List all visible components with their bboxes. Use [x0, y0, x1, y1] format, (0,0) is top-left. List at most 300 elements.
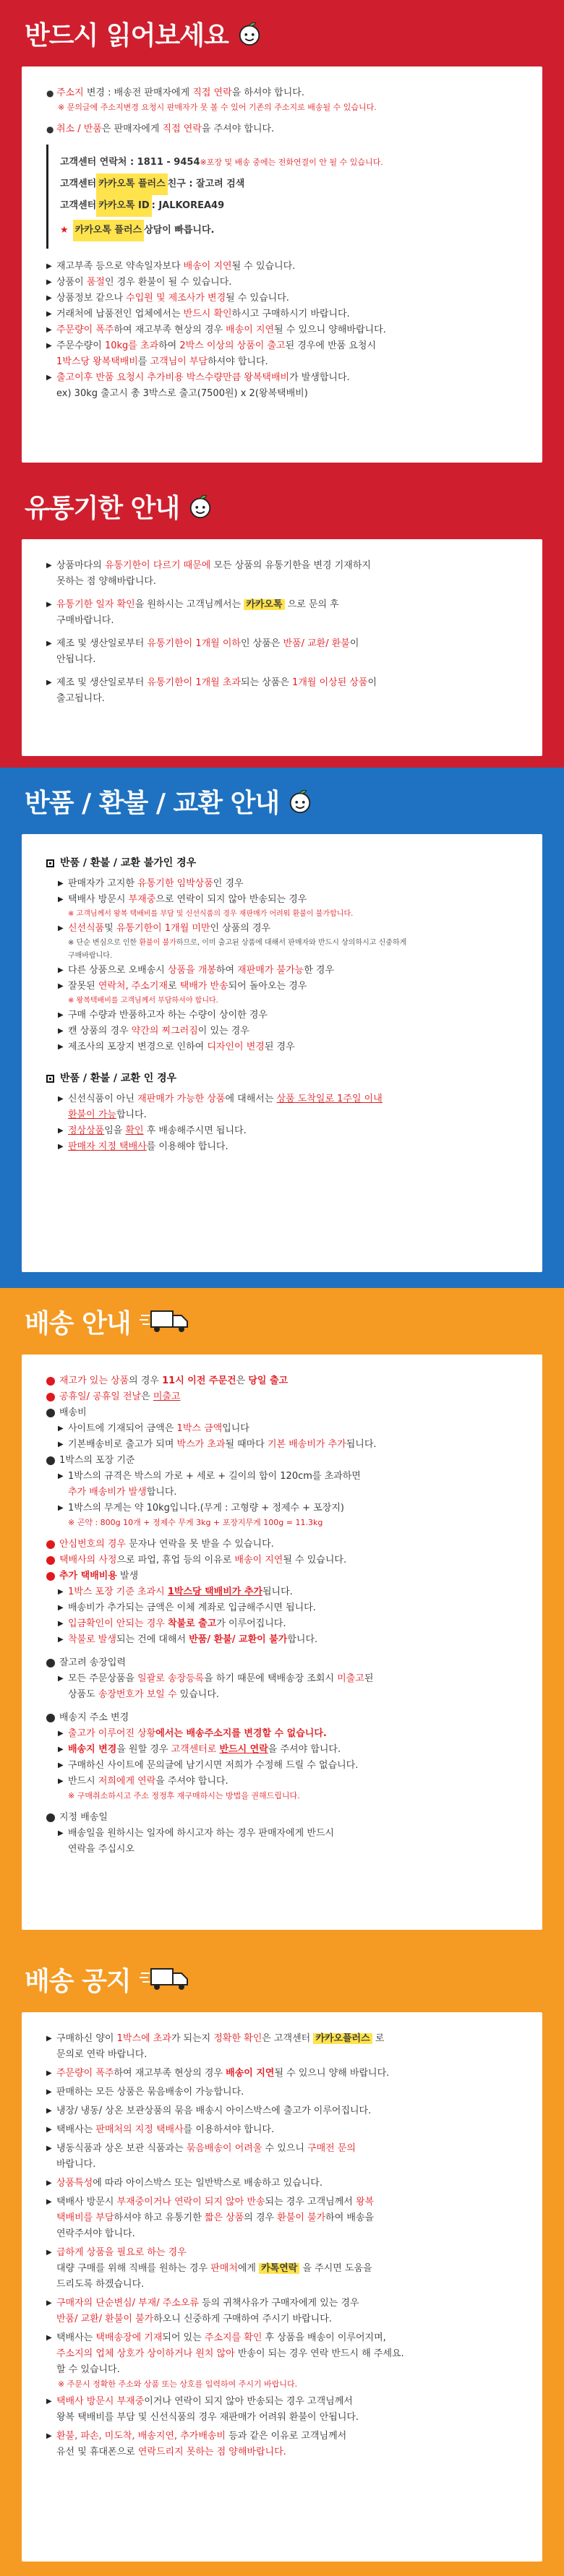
delivery-header — [22, 1288, 542, 1354]
text: 품절 — [86, 277, 105, 288]
text: 연락드리지 못하는 점 양해바랍니다. — [137, 2447, 286, 2457]
list-item — [46, 1632, 518, 1648]
contact-note — [60, 220, 506, 241]
text: 2박스 이상의 상품이 출고 — [179, 340, 286, 351]
square-icon — [46, 859, 54, 867]
bullet-icon — [46, 1556, 55, 1565]
text: 안심번호의 경우 — [59, 1539, 127, 1550]
text: 반품 / 환불 / 교환 불가인 경우 — [60, 857, 197, 869]
text: 캔 상품의 경우 — [68, 1026, 132, 1036]
text: 됩니다. — [262, 1587, 293, 1597]
text: 되는 건에 대해서 — [116, 1634, 189, 1645]
text: 등의 귀책사유가 구매자에게 있는 경우 — [198, 2298, 359, 2309]
bullet-icon: ● — [46, 88, 54, 98]
text: 냉장/ 냉동/ 상온 보관상품의 묶음 배송시 아이스박스에 출고가 이루어집니다. — [56, 2105, 372, 2116]
list-item — [46, 675, 518, 707]
text: 착불로 발생 — [68, 1634, 116, 1645]
text: 택배사의 사정 — [59, 1555, 117, 1566]
text: 반품/ 교환/ 환불 — [283, 638, 350, 649]
text: 1박스 금액 — [176, 1423, 223, 1434]
list-item — [46, 259, 518, 275]
section-title: 반품 / 환불 / 교환 안내 — [25, 788, 280, 818]
text: 디자인이 변경 — [207, 1042, 265, 1052]
list-item — [46, 1405, 518, 1421]
text: ※포장 및 배송 중에는 전화연결이 안 될 수 있습니다. — [200, 158, 383, 167]
list-item — [46, 1774, 518, 1790]
list-item — [46, 1671, 518, 1703]
text: 왕복 — [355, 2197, 375, 2207]
list-item — [46, 1421, 518, 1437]
text: 후 배송해주시면 됩니다. — [143, 1125, 247, 1136]
triangle-icon: ▶ — [58, 1504, 64, 1512]
text: 가 되는지 — [171, 2033, 214, 2044]
text: 기본배송비로 출고가 되며 — [68, 1439, 177, 1450]
text: 사이트에 기재되어 금액은 — [68, 1423, 177, 1434]
text: 제조사의 포장지 변경으로 인하여 — [68, 1042, 208, 1052]
triangle-icon: ▶ — [58, 1027, 64, 1035]
text: 유통기한이 다르기 때문에 — [104, 560, 211, 571]
text: 저희에게 연락 — [98, 1776, 156, 1787]
text: 배송일을 원하시는 일자에 하시고자 하는 경우 판매자에게 반드시 — [68, 1828, 334, 1839]
text: 유통기한이 1개월 이하 — [147, 638, 241, 649]
text: 문자나 연락을 못 받을 수 있습니다. — [126, 1539, 274, 1550]
text: 을 주셔야 합니다. — [201, 124, 275, 134]
text: 을 원할 경우 — [116, 1744, 171, 1755]
text: 에 대해서는 — [225, 1094, 277, 1104]
triangle-icon: ▶ — [46, 2334, 52, 2342]
text: 은 고객센터 — [262, 2033, 314, 2044]
text: 배송비가 추가되는 금액은 이체 계좌로 입금해주시면 됩니다. — [68, 1602, 316, 1613]
return-section — [0, 768, 564, 1288]
text: 거래처에 납품전인 업체에서는 — [56, 309, 184, 319]
list-item — [46, 306, 518, 322]
list-item — [46, 1568, 518, 1584]
bullet-icon: ● — [46, 124, 54, 134]
apple-mascot-icon — [286, 787, 314, 815]
triangle-icon: ▶ — [46, 2397, 52, 2405]
list-item — [46, 1123, 518, 1139]
text: 이 — [349, 638, 359, 649]
note: ※ 왕복택배비를 고객님께서 부담하셔야 합니다. — [68, 997, 218, 1005]
triangle-icon: ▶ — [58, 1636, 64, 1644]
note: ※ 주문시 정확한 주소와 상품 또는 상호를 입력하여 주시기 바랍니다. — [58, 2379, 298, 2389]
list-item — [46, 2085, 518, 2100]
list-item — [46, 1616, 518, 1632]
text: 구매바랍니다. — [68, 952, 113, 960]
triangle-icon: ▶ — [46, 601, 52, 609]
text: 잘고려 송장입력 — [59, 1657, 127, 1668]
triangle-icon: ▶ — [58, 1043, 64, 1051]
list-item — [46, 2103, 518, 2119]
text: 을 주시면 도움을 — [299, 2263, 372, 2274]
list-item — [46, 1389, 518, 1405]
bullet-icon — [46, 1540, 55, 1549]
text: 이 — [367, 677, 377, 688]
list-item — [46, 1553, 518, 1568]
text: 1박스 포장 기준 초과시 — [68, 1587, 168, 1597]
triangle-icon: ▶ — [58, 880, 64, 888]
text: 드리도록 하겠습니다. — [56, 2279, 145, 2290]
text: 출고됩니다. — [56, 693, 105, 704]
triangle-icon: ▶ — [58, 924, 64, 932]
text: ex) 30kg 출고시 총 3박스로 출고(7500원) x 2(왕복택배비) — [56, 388, 308, 399]
text: 변경 : 배송전 판매자에게 — [83, 87, 193, 98]
text: 구매자의 단순변심/ 부재/ 주소오류 — [56, 2298, 199, 2309]
square-icon — [46, 1075, 54, 1083]
text: 을 주셔야 합니다. — [155, 1776, 228, 1787]
list-item — [46, 1023, 518, 1039]
bullet-icon — [46, 1409, 55, 1417]
text: 박스가 초과 — [176, 1439, 226, 1450]
text: 재판매가 불가능 — [237, 965, 304, 976]
text: 1개월 이상된 상품 — [292, 677, 368, 688]
delivery-truck-icon — [140, 1966, 190, 1992]
text: 이거나 연락이 되지 않아 반송되는 경우 고객님께서 — [144, 2396, 353, 2407]
text: 상품정보 같으나 — [56, 293, 127, 304]
list-item — [46, 1742, 518, 1758]
note: ※ 곤약 : 800g 10개 + 정제수 무게 3kg + 포장지무게 100g = 11.3kg — [68, 1518, 323, 1527]
text: 배송이 지연 — [226, 2068, 275, 2079]
triangle-icon: ▶ — [58, 1777, 64, 1785]
text: 직접 연락 — [162, 124, 202, 134]
text: : JALKOREA49 — [151, 200, 225, 211]
text: 유통기한 임박상품 — [137, 878, 213, 889]
text: 1박스의 무게는 약 10kg입니다.(무게 : 고형량 + 정제수 + 포장지) — [68, 1503, 344, 1514]
triangle-icon: ▶ — [46, 2144, 52, 2152]
apple-mascot-icon — [236, 20, 263, 47]
list-item — [46, 2245, 518, 2293]
text: 모든 상품의 유통기한을 변경 기재하지 — [210, 560, 371, 571]
text: 에게 — [237, 2263, 260, 2274]
text: 택배사 방문시 — [56, 2197, 117, 2207]
text: 의 경우 — [244, 2212, 278, 2223]
text: 반드시 확인 — [183, 309, 232, 319]
list-item — [46, 876, 518, 892]
list-item — [46, 1039, 518, 1055]
triangle-icon: ▶ — [46, 562, 52, 570]
text: 안됩니다. — [56, 654, 96, 665]
text: 인 경우 환불이 될 수 있습니다. — [104, 277, 232, 288]
text: 상품마다의 — [56, 560, 105, 571]
text: 택배사는 — [56, 2332, 96, 2343]
list-item — [46, 1453, 518, 1469]
text: 되어 돌아오는 경우 — [228, 981, 307, 992]
text: 주문량이 폭주 — [56, 325, 114, 335]
triangle-icon: ▶ — [58, 1127, 64, 1135]
text: 당일 출고 — [248, 1375, 289, 1386]
text: 등과 같은 이유로 고객님께서 — [226, 2431, 347, 2442]
must-read-card — [22, 66, 542, 463]
text: 기본 배송비가 추가 — [267, 1439, 346, 1450]
delivery-notice-card — [22, 2012, 542, 2562]
text: 1박스의 포장 기준 — [59, 1455, 135, 1466]
text: 주소지를 확인 — [204, 2332, 262, 2343]
triangle-icon: ▶ — [46, 2069, 52, 2077]
text: 환불, 파손, 미도착, 배송지연, 추가배송비 — [56, 2431, 226, 2442]
text: 제조 및 생산일로부터 — [56, 638, 148, 649]
delivery-notice-header — [22, 1946, 542, 2012]
text: 합니다. — [287, 1634, 318, 1645]
list-item — [46, 963, 518, 979]
text: 배송비 — [59, 1407, 87, 1418]
text: 하여 — [215, 965, 238, 976]
text: 인 경우 — [213, 878, 244, 889]
note: ※ 문의글에 주소지변경 요청시 판매자가 못 볼 수 있어 기존의 주소지로 배송될 수 있습니다. — [58, 103, 377, 112]
text: 배송이 지연 — [183, 261, 232, 272]
triangle-icon: ▶ — [58, 1143, 64, 1151]
triangle-icon: ▶ — [58, 1829, 64, 1837]
list-item — [46, 338, 518, 370]
triangle-icon: ▶ — [58, 1425, 64, 1433]
text: 를 이용하셔야 합니다. — [183, 2124, 275, 2135]
text: 및 — [104, 923, 116, 934]
triangle-icon: ▶ — [58, 1675, 64, 1683]
list-item — [46, 1600, 518, 1616]
text: 판매자 지정 택배사 — [68, 1141, 147, 1152]
text: 못하는 점 양해바랍니다. — [56, 576, 156, 587]
text: 상품 도착일로 1주일 이내 — [276, 1094, 383, 1104]
text: 부재중 — [128, 894, 156, 905]
text: 대량 구매를 위해 직배를 원하는 경우 — [56, 2263, 211, 2274]
text: 발생 — [116, 1571, 139, 1581]
text: ※ 단순 변심으로 인한 — [68, 939, 140, 947]
text: 구매하신 양이 — [56, 2033, 117, 2044]
note: ※ 고객님께서 왕복 택배비를 부담 및 신선식품의 경우 재판매가 어려워 환불이 불가합니다. — [68, 910, 354, 918]
text: 확인 — [125, 1125, 144, 1136]
text: 주소지의 업체 상호가 상이하거나 원치 않아 — [56, 2348, 235, 2359]
text: 유선 및 휴대폰으로 — [56, 2447, 138, 2457]
text: 될 수 있습니다. — [231, 261, 296, 272]
triangle-icon: ▶ — [46, 342, 52, 350]
list-item — [46, 322, 518, 338]
text: 반드시 연락 — [219, 1744, 268, 1755]
text: 제조 및 생산일로부터 — [56, 677, 148, 688]
text: 합니다. — [116, 1109, 147, 1120]
bullet-icon — [46, 1714, 55, 1722]
text: 짧은 상품 — [204, 2212, 244, 2223]
expiry-header — [22, 473, 542, 539]
list-item — [46, 2330, 518, 2378]
text: 바랍니다. — [56, 2159, 96, 2170]
triangle-icon: ▶ — [46, 2179, 52, 2187]
text: 한 경우 — [304, 965, 335, 976]
triangle-icon: ▶ — [58, 982, 64, 990]
text: 될 수 있습니다. — [283, 1555, 347, 1566]
text: 정확한 확인 — [213, 2033, 262, 2044]
text: 환불이 가능 — [68, 1109, 116, 1120]
text: 미출고 — [153, 1391, 181, 1402]
text: 연락주셔야 합니다. — [56, 2228, 135, 2239]
delivery-section — [0, 1288, 564, 1946]
triangle-icon: ▶ — [46, 2107, 52, 2115]
text: 신선식품이 아닌 — [68, 1094, 138, 1104]
text: 택배사는 — [56, 2124, 96, 2135]
text: 냉동식품과 상온 보관 식품과는 — [56, 2143, 187, 2154]
triangle-icon: ▶ — [46, 262, 52, 270]
list-item — [46, 370, 518, 402]
text: 반드시 — [68, 1776, 98, 1787]
text: 입금확인이 안되는 경우 — [68, 1618, 168, 1629]
list-item — [46, 1655, 518, 1671]
list-item — [46, 597, 518, 629]
list-item — [46, 1826, 518, 1858]
delivery-card — [22, 1354, 542, 1930]
triangle-icon: ▶ — [58, 1095, 64, 1103]
triangle-icon: ▶ — [46, 374, 52, 382]
text: 일괄로 송장등록 — [137, 1673, 205, 1684]
text: 주소지 — [56, 87, 84, 98]
text: 카카오톡 ID — [96, 195, 151, 217]
text: 송장번호가 보일 수 — [98, 1689, 177, 1700]
list-item — [46, 1469, 518, 1500]
text: 구매바랍니다. — [56, 615, 114, 626]
text: 은 판매자에게 — [101, 124, 163, 134]
text: 될 수 있으니 양해바랍니다. — [274, 325, 386, 335]
text: 되어 있는 — [162, 2332, 205, 2343]
text: 가 이루어집니다. — [216, 1618, 286, 1629]
bullet-icon — [46, 1377, 55, 1386]
text: 택배사 방문시 — [68, 894, 129, 905]
text: 모든 주문상품을 — [68, 1673, 138, 1684]
text: 될 수 있습니다. — [226, 293, 289, 304]
list-item — [46, 85, 518, 101]
text: 연락을 주십시오 — [68, 1844, 135, 1855]
text: 환불이 불가 — [277, 2212, 326, 2223]
delivery-truck-icon — [140, 1308, 190, 1334]
text: 수 있으니 — [262, 2143, 308, 2154]
text: 된 경우 — [264, 1042, 295, 1052]
list-item — [46, 2296, 518, 2327]
text: 반품 / 환불 / 교환 인 경우 — [60, 1073, 177, 1084]
text: 부재중이거나 연락이 되지 않아 반송 — [116, 2197, 265, 2207]
text: 하셔야 합니다. — [208, 356, 268, 367]
triangle-icon: ▶ — [46, 2432, 52, 2440]
text: 유통기한 일자 확인 — [56, 599, 135, 610]
text: 하여 재고부족 현상의 경우 — [114, 325, 226, 335]
text: 1박스의 규격은 박스의 가로 + 세로 + 길이의 합이 120cm를 초과하면 — [68, 1471, 361, 1482]
bullet-icon — [46, 1456, 55, 1465]
text: 의 경우 — [129, 1375, 163, 1386]
contact-kakao-id — [60, 195, 506, 217]
text: 판매자가 고지한 — [68, 878, 138, 889]
text: 입니다 — [222, 1423, 249, 1434]
list-item — [46, 2429, 518, 2460]
bullet-icon — [46, 1393, 55, 1401]
text: 상품특성 — [56, 2178, 93, 2189]
section-title: 유통기한 안내 — [25, 493, 180, 523]
bullet-icon — [46, 1813, 55, 1822]
text: 택배비를 부담 — [56, 2212, 114, 2223]
text: 왕복 택배비를 부담 및 신선식품의 경우 재판매가 어려워 환불이 안됩니다. — [56, 2412, 359, 2423]
text: 수입원 및 제조사가 변경 — [126, 293, 226, 304]
text: 로 — [167, 981, 180, 992]
text: 친구 : 잘고려 검색 — [167, 179, 245, 189]
list-item — [46, 1091, 518, 1123]
text: 하므로, 이미 출고된 상품에 대해서 판매자와 반드시 상의하시고 신중하게 — [176, 939, 407, 947]
text: 은 — [141, 1391, 153, 1402]
triangle-icon: ▶ — [46, 326, 52, 334]
text: 묶음배송이 어려울 — [186, 2143, 262, 2154]
list-item — [46, 1758, 518, 1774]
list-item — [46, 1537, 518, 1553]
text: 에서는 배송주소지를 변경할 수 없습니다. — [155, 1728, 327, 1739]
text: 고객센터 — [60, 179, 97, 189]
contact-kakao-plus — [60, 173, 506, 195]
text: 정상상품 — [68, 1125, 105, 1136]
text: 택배가 반송 — [179, 981, 228, 992]
list-item — [46, 1500, 518, 1516]
text: 에 따라 아이스박스 또는 일반박스로 배송하고 있습니다. — [93, 2178, 322, 2189]
triangle-icon: ▶ — [46, 2198, 52, 2206]
return-card — [22, 834, 542, 1272]
text: 가 발생합니다. — [289, 372, 350, 383]
triangle-icon: ▶ — [46, 294, 52, 302]
list-item — [46, 1810, 518, 1826]
star-icon: ★ — [60, 225, 69, 236]
note — [46, 937, 518, 963]
triangle-icon: ▶ — [46, 679, 52, 687]
text: 반품/ 환불/ 교환이 불가 — [189, 1634, 288, 1645]
list-item — [46, 2141, 518, 2173]
list-item — [46, 2066, 518, 2082]
delivery-notice-section — [0, 1946, 564, 2576]
text: 착불로 출고 — [167, 1618, 217, 1629]
text: 할 수 있습니다. — [56, 2364, 120, 2375]
expiry-section — [0, 473, 564, 768]
text: 고객센터 — [60, 200, 97, 211]
text: 연락처, 주소기재 — [98, 981, 168, 992]
text: 있습니다. — [176, 1689, 220, 1700]
text: 하시고 구매하시기 바랍니다. — [231, 309, 350, 319]
list-item — [46, 2194, 518, 2242]
list-item — [46, 1726, 518, 1742]
text: 고객님이 부담 — [150, 356, 208, 367]
triangle-icon: ▶ — [58, 896, 64, 903]
text: 1박스당 택배비가 추가 — [167, 1587, 262, 1597]
triangle-icon: ▶ — [58, 966, 64, 974]
text: 판매처의 지정 택배사 — [95, 2124, 184, 2135]
triangle-icon: ▶ — [58, 1472, 64, 1480]
list-item — [46, 291, 518, 306]
text: 하여 배송을 — [325, 2212, 375, 2223]
list-item — [46, 2394, 518, 2426]
contact-box — [46, 145, 518, 249]
text: 신선식품 — [68, 923, 105, 934]
section-title: 배송 공지 — [25, 1966, 131, 1996]
text: 되는 경우 고객님께서 — [265, 2197, 356, 2207]
text: 유통기한이 1개월 미만 — [116, 923, 210, 934]
text: 직접 연락 — [192, 87, 232, 98]
text: 판매하는 모든 상품은 묶음배송이 가능합니다. — [56, 2087, 244, 2098]
text: 1박스당 왕복택배비 — [56, 356, 138, 367]
section-title: 배송 안내 — [25, 1308, 131, 1339]
text: 합니다. — [146, 1487, 177, 1498]
apple-mascot-icon — [187, 492, 214, 520]
text: 하오니 신중하게 구매하여 주시기 바랍니다. — [153, 2314, 332, 2324]
text: 추가 택배비용 — [59, 1571, 117, 1581]
triangle-icon: ▶ — [58, 1011, 64, 1019]
triangle-icon: ▶ — [58, 1441, 64, 1448]
triangle-icon: ▶ — [58, 1746, 64, 1753]
list-item — [46, 1008, 518, 1023]
text: 카카오톡 플러스 — [96, 173, 167, 195]
text: 은 — [236, 1375, 249, 1386]
list-item — [46, 921, 518, 937]
section-title: 반드시 읽어보세요 — [25, 20, 228, 51]
list-item — [46, 636, 518, 668]
text: 하여 — [158, 340, 180, 351]
text: 유통기한이 1개월 초과 — [147, 677, 241, 688]
